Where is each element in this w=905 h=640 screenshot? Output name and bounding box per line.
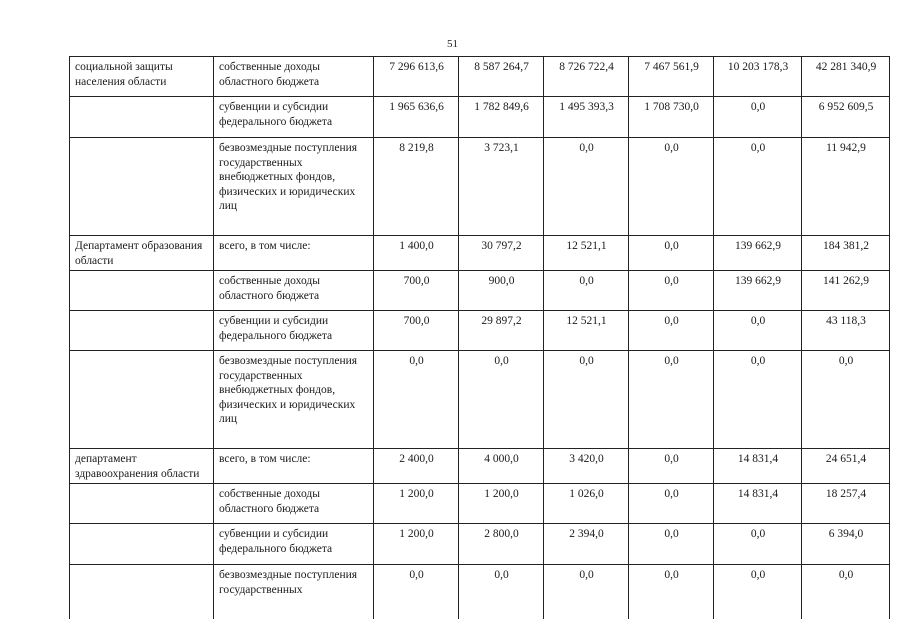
agency-name [70,271,214,311]
table-row [70,351,890,449]
total-cell: 43 118,3 [802,311,890,351]
value-cell: 900,0 [459,271,544,311]
agency-name [70,97,214,138]
page-number: 51 [447,38,458,50]
agency-name [70,311,214,351]
value-cell: 12 521,1 [544,236,629,271]
value-cell: 0,0 [629,271,714,311]
total-cell: 6 394,0 [802,524,890,565]
value-cell: 0,0 [629,351,714,449]
value-cell: 0,0 [374,565,459,619]
value-cell: 2 394,0 [544,524,629,565]
total-cell: 141 262,9 [802,271,890,311]
total-cell: 18 257,4 [802,484,890,524]
table-row [70,484,890,524]
value-cell: 30 797,2 [459,236,544,271]
agency-name: социальной защиты населения области [70,57,214,97]
value-cell: 0,0 [459,351,544,449]
value-cell: 1 200,0 [374,524,459,565]
value-cell: 7 467 561,9 [629,57,714,97]
value-cell: 0,0 [544,565,629,619]
value-cell: 0,0 [714,97,802,138]
table-row [70,97,890,138]
value-cell: 1 965 636,6 [374,97,459,138]
total-cell: 0,0 [802,565,890,619]
value-cell: 139 662,9 [714,271,802,311]
table-row [70,236,890,271]
funding-source: безвозмездные поступления государственных внебюджетных фондов, физических и юридических лиц [214,138,374,236]
value-cell: 4 000,0 [459,449,544,484]
value-cell: 1 495 393,3 [544,97,629,138]
value-cell: 8 726 722,4 [544,57,629,97]
value-cell: 0,0 [714,311,802,351]
funding-source: субвенции и субсидии федерального бюджета [214,311,374,351]
agency-name [70,524,214,565]
total-cell: 42 281 340,9 [802,57,890,97]
value-cell: 14 831,4 [714,484,802,524]
value-cell: 2 800,0 [459,524,544,565]
value-cell: 1 026,0 [544,484,629,524]
value-cell: 1 200,0 [374,484,459,524]
value-cell: 0,0 [459,565,544,619]
agency-name: департамент здравоохранения области [70,449,214,484]
value-cell: 0,0 [629,236,714,271]
value-cell: 0,0 [629,565,714,619]
table-row [70,271,890,311]
value-cell: 0,0 [714,524,802,565]
table-row [70,565,890,619]
funding-source: субвенции и субсидии федерального бюджета [214,524,374,565]
total-cell: 6 952 609,5 [802,97,890,138]
value-cell: 0,0 [629,484,714,524]
table-row [70,524,890,565]
total-cell: 0,0 [802,351,890,449]
table-row [70,449,890,484]
value-cell: 0,0 [629,311,714,351]
value-cell: 0,0 [714,351,802,449]
value-cell: 0,0 [629,138,714,236]
agency-name: Департамент образования области [70,236,214,271]
value-cell: 700,0 [374,311,459,351]
table-row [70,311,890,351]
value-cell: 700,0 [374,271,459,311]
funding-source: безвозмездные поступления государственных внебюджетных фондов, физических и юридических лиц [214,351,374,449]
agency-name [70,138,214,236]
value-cell: 10 203 178,3 [714,57,802,97]
value-cell: 8 219,8 [374,138,459,236]
value-cell: 0,0 [629,449,714,484]
agency-name [70,484,214,524]
value-cell: 3 723,1 [459,138,544,236]
value-cell: 0,0 [544,138,629,236]
value-cell: 12 521,1 [544,311,629,351]
total-cell: 11 942,9 [802,138,890,236]
value-cell: 1 782 849,6 [459,97,544,138]
funding-source: собственные доходы областного бюджета [214,484,374,524]
funding-source: всего, в том числе: [214,449,374,484]
value-cell: 8 587 264,7 [459,57,544,97]
funding-source: всего, в том числе: [214,236,374,271]
value-cell: 1 708 730,0 [629,97,714,138]
value-cell: 0,0 [714,565,802,619]
value-cell: 0,0 [629,524,714,565]
value-cell: 7 296 613,6 [374,57,459,97]
value-cell: 1 400,0 [374,236,459,271]
value-cell: 0,0 [544,351,629,449]
value-cell: 3 420,0 [544,449,629,484]
agency-name [70,351,214,449]
value-cell: 14 831,4 [714,449,802,484]
funding-source: собственные доходы областного бюджета [214,57,374,97]
value-cell: 0,0 [544,271,629,311]
value-cell: 139 662,9 [714,236,802,271]
table-row [70,57,890,97]
value-cell: 29 897,2 [459,311,544,351]
budget-table [69,56,890,619]
agency-name [70,565,214,619]
funding-source: безвозмездные поступления государственных [214,565,374,619]
value-cell: 0,0 [374,351,459,449]
table-row [70,138,890,236]
funding-source: собственные доходы областного бюджета [214,271,374,311]
funding-source: субвенции и субсидии федерального бюджета [214,97,374,138]
value-cell: 1 200,0 [459,484,544,524]
value-cell: 0,0 [714,138,802,236]
total-cell: 24 651,4 [802,449,890,484]
total-cell: 184 381,2 [802,236,890,271]
value-cell: 2 400,0 [374,449,459,484]
